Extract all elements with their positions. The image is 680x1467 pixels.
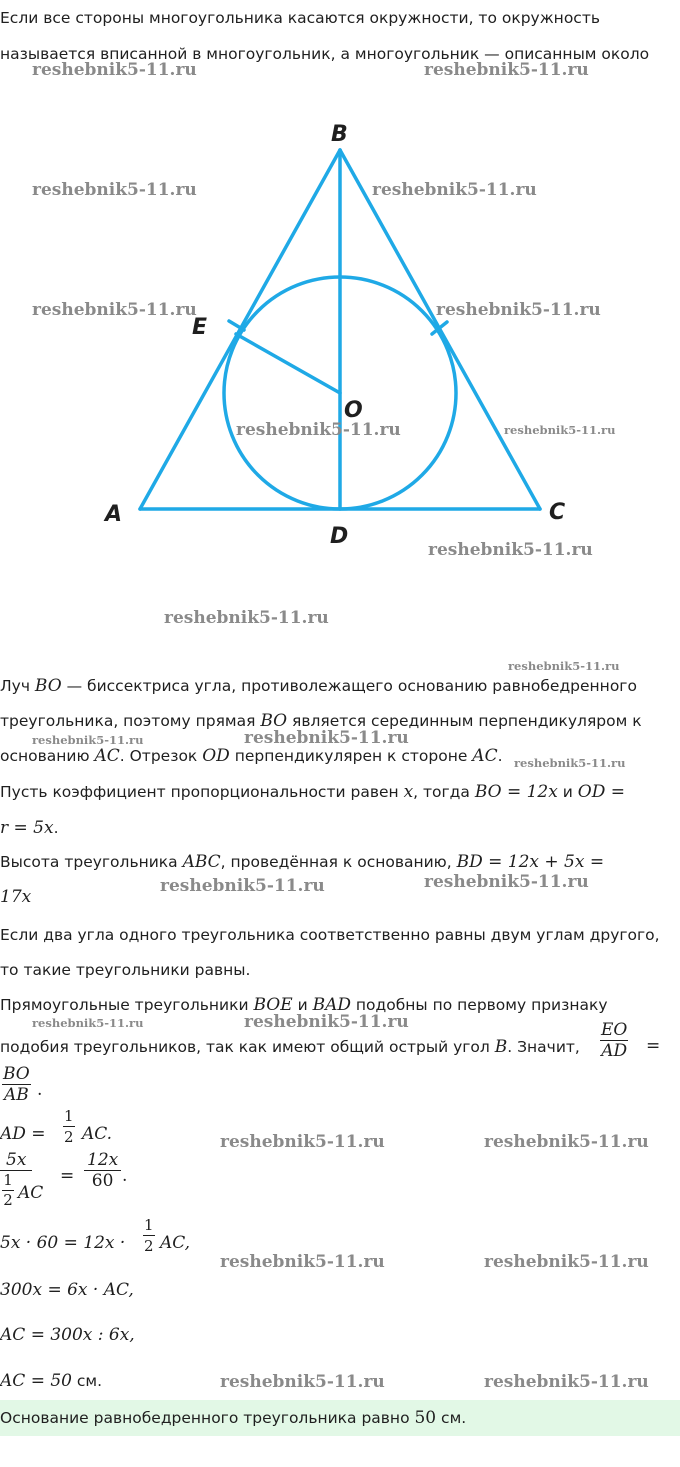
watermark: reshebnik5-11.ru [164, 608, 329, 628]
label-c: C [549, 500, 566, 525]
watermark: reshebnik5-11.ru [484, 1132, 649, 1152]
watermark: reshebnik5-11.ru [436, 300, 601, 320]
intro-line-2: называется вписанной в многоугольник, а многоугольник — описанным около [0, 45, 650, 63]
watermark: reshebnik5-11.ru [160, 876, 325, 896]
eq1-half: $\frac{1}{2}$ [64, 1107, 74, 1146]
p5-line-2: подобия треугольников, так как имеют общий острый угол B. Значит, [0, 1037, 580, 1057]
label-e: E [192, 315, 208, 340]
p1-line-2: треугольника, поэтому прямая BO является серединным перпендикуляром к [0, 711, 642, 731]
watermark: reshebnik5-11.ru [504, 423, 616, 437]
equals-sign-1: = [646, 1036, 661, 1056]
label-a: A [105, 502, 123, 527]
eq2-left-fraction: 5x 1 2 AC [0, 1150, 32, 1213]
watermark: reshebnik5-11.ru [244, 728, 409, 748]
watermark: reshebnik5-11.ru [32, 733, 144, 747]
label-d: D [330, 524, 349, 549]
eq4: 300x = 6x · AC, [0, 1280, 134, 1300]
answer-text: Основание равнобедренного треугольника равно 50 см. [0, 1408, 467, 1428]
eq2-equals: = [60, 1166, 75, 1186]
label-b: B [331, 122, 348, 147]
watermark: reshebnik5-11.ru [372, 180, 537, 200]
watermark: reshebnik5-11.ru [428, 540, 593, 560]
p1-line-3: основанию AC. Отрезок OD перпендикулярен к стороне AC. [0, 746, 503, 766]
watermark: reshebnik5-11.ru [32, 180, 197, 200]
eq5: AC = 300x : 6x, [0, 1325, 135, 1345]
eq2-dot: . [122, 1166, 128, 1186]
watermark: reshebnik5-11.ru [514, 756, 626, 770]
eq3-left: 5x · 60 = 12x · [0, 1233, 126, 1253]
radius-oe [236, 334, 340, 393]
intro-line-1: Если все стороны многоугольника касаются окружности, то окружность [0, 9, 600, 27]
p2-line-2: r = 5x. [0, 818, 59, 838]
eq1-right: AC. [82, 1124, 113, 1144]
watermark: reshebnik5-11.ru [236, 420, 401, 440]
label-o: O [344, 398, 363, 423]
p1-line-1: Луч BO — биссектриса угла, противолежащего основанию равнобедренного [0, 676, 637, 696]
p3-line-2: 17x [0, 887, 32, 907]
watermark: reshebnik5-11.ru [220, 1372, 385, 1392]
fraction-bo-ab: $\frac{BO}{AB}$ [3, 1064, 30, 1105]
watermark: reshebnik5-11.ru [220, 1132, 385, 1152]
watermark: reshebnik5-11.ru [424, 872, 589, 892]
p4-line-2: то такие треугольники равны. [0, 961, 251, 979]
fraction-eo-ad: $\frac{EO}{AD}$ [601, 1020, 628, 1061]
watermark: reshebnik5-11.ru [32, 1016, 144, 1030]
eq1-left: AD = [0, 1124, 46, 1144]
watermark: reshebnik5-11.ru [484, 1372, 649, 1392]
p3-line-1: Высота треугольника ABC, проведённая к основанию, BD = 12x + 5x = [0, 852, 605, 872]
fraction-dot: . [37, 1080, 43, 1100]
watermark: reshebnik5-11.ru [244, 1012, 409, 1032]
triangle-figure [0, 100, 680, 600]
watermark: reshebnik5-11.ru [424, 60, 589, 80]
watermark: reshebnik5-11.ru [32, 60, 197, 80]
watermark: reshebnik5-11.ru [32, 300, 197, 320]
watermark: reshebnik5-11.ru [220, 1252, 385, 1272]
p4-line-1: Если два угла одного треугольника соответственно равны двум углам другого, [0, 926, 660, 944]
watermark: reshebnik5-11.ru [508, 659, 620, 673]
eq3-half: $\frac{1}{2}$ [144, 1216, 154, 1255]
eq6: AC = 50 см. [0, 1371, 103, 1391]
eq2-right-fraction: $\frac{12x}{60}$ [84, 1150, 121, 1191]
answer-box [0, 1400, 680, 1436]
watermark: reshebnik5-11.ru [484, 1252, 649, 1272]
p5-line-1: Прямоугольные треугольники BOE и BAD подобны по первому признаку [0, 995, 608, 1015]
eq3-right: AC, [160, 1233, 191, 1253]
p2-line-1: Пусть коэффициент пропорциональности равен x, тогда BO = 12x и OD = [0, 782, 625, 802]
